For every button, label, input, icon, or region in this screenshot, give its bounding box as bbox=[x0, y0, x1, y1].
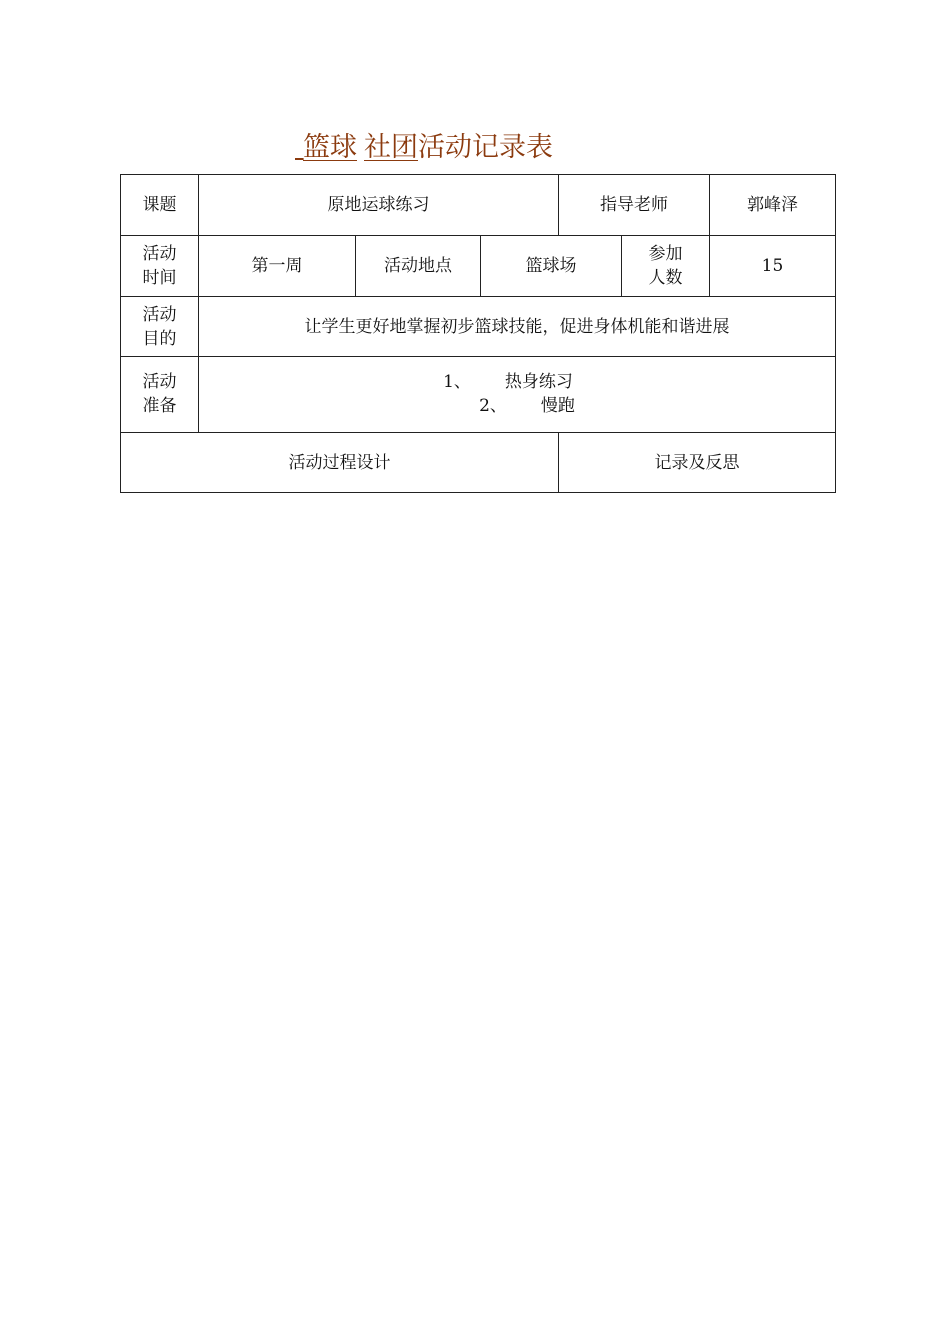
teacher-label-cell bbox=[559, 175, 710, 236]
activity-record-table bbox=[120, 174, 836, 493]
time-value-cell bbox=[199, 236, 356, 297]
count-label-cell bbox=[622, 236, 710, 297]
row-time-place bbox=[121, 236, 836, 297]
row-process-header bbox=[121, 433, 836, 493]
purpose-label-line2: 目的 bbox=[142, 328, 177, 349]
prep-items-cell bbox=[199, 357, 836, 433]
prep-item bbox=[203, 370, 831, 394]
prep-label-cell bbox=[121, 357, 199, 433]
title-part-club: 社团 bbox=[364, 132, 418, 163]
purpose-value-cell bbox=[199, 297, 836, 357]
process-header: 活动过程设计 bbox=[288, 452, 391, 473]
purpose-value: 让学生更好地掌握初步篮球技能，促进身体机能和谐进展 bbox=[304, 316, 730, 337]
place-value-cell bbox=[481, 236, 622, 297]
process-header-cell bbox=[121, 433, 559, 493]
reflection-header: 记录及反思 bbox=[654, 452, 740, 473]
prep-item-text: 热身练习 bbox=[504, 372, 573, 392]
count-label-line2: 人数 bbox=[648, 268, 683, 288]
purpose-label-cell bbox=[121, 297, 199, 357]
topic-value-cell bbox=[199, 175, 559, 236]
place-label-cell bbox=[356, 236, 481, 297]
prep-item-number: 2、 bbox=[479, 396, 507, 416]
row-purpose bbox=[121, 297, 836, 357]
teacher-value-cell bbox=[710, 175, 836, 236]
place-value: 篮球场 bbox=[525, 256, 577, 276]
purpose-label-line1: 活动 bbox=[142, 304, 177, 325]
title-part-record: 活动记录表 bbox=[418, 132, 553, 163]
time-label-cell bbox=[121, 236, 199, 297]
topic-label: 课题 bbox=[142, 195, 177, 215]
count-value: 15 bbox=[761, 256, 784, 276]
page-title bbox=[295, 128, 553, 168]
count-label-line1: 参加 bbox=[648, 244, 683, 264]
teacher-label: 指导老师 bbox=[600, 195, 668, 215]
teacher-value: 郭峰泽 bbox=[747, 195, 798, 215]
prep-label-line2: 准备 bbox=[142, 396, 177, 416]
prep-item-number: 1、 bbox=[443, 372, 471, 392]
prep-label-line1: 活动 bbox=[142, 372, 177, 392]
time-label-line2: 时间 bbox=[142, 268, 177, 288]
topic-value: 原地运球练习 bbox=[327, 195, 430, 215]
count-value-cell bbox=[710, 236, 836, 297]
row-topic bbox=[121, 175, 836, 236]
title-part-basketball: 篮球 bbox=[303, 132, 357, 163]
topic-label-cell bbox=[121, 175, 199, 236]
title-underline-lead bbox=[295, 128, 303, 168]
time-label-line1: 活动 bbox=[142, 244, 177, 264]
reflection-header-cell bbox=[559, 433, 836, 493]
place-label: 活动地点 bbox=[384, 256, 452, 276]
time-value: 第一周 bbox=[251, 256, 303, 276]
prep-item-text: 慢跑 bbox=[540, 396, 575, 416]
row-preparation bbox=[121, 357, 836, 433]
prep-item bbox=[203, 394, 831, 418]
